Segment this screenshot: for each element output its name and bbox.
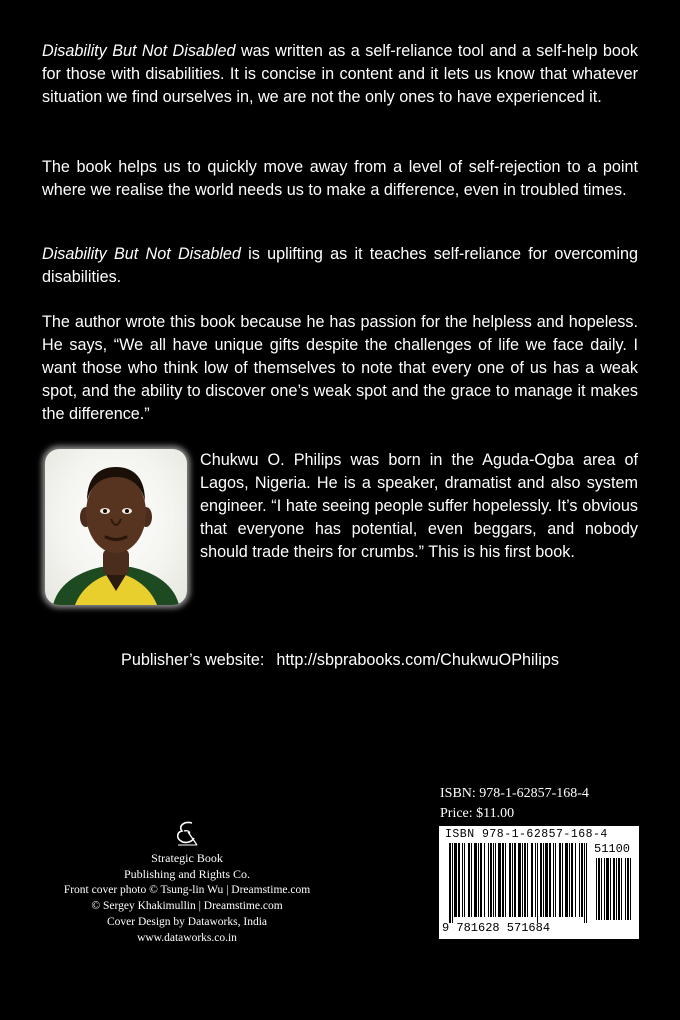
credit-line-1: Front cover photo © Tsung-lin Wu | Dreamstime.com	[63, 884, 311, 896]
credit-line-4[interactable]: www.dataworks.co.in	[137, 932, 237, 944]
isbn-text: ISBN: 978-1-62857-168-4	[440, 786, 589, 801]
credit-line-2: © Sergey Khakimullin | Dreamstime.com	[91, 900, 283, 912]
barcode-number: 9 781628 571684	[442, 921, 551, 935]
publisher-name-line-2: Publishing and Rights Co.	[123, 867, 251, 881]
barcode-addon-number: 51100	[594, 842, 631, 856]
author-bio: Chukwu O. Philips was born in the Aguda-Ogba area of Lagos, Nigeria. He is a speaker, dramatist and also system engineer. “I hate seeing people suffer hopelessly. It’s obvious that everyone has potential, even beggars, and nobody should trade theirs for crumbs.” This is his first book.	[200, 451, 638, 561]
publisher-name-line-1: Strategic Book	[151, 851, 223, 865]
publisher-block	[42, 818, 332, 946]
author-photo	[45, 449, 187, 605]
blurb-paragraph-2	[42, 156, 638, 202]
credit-line-3: Cover Design by Dataworks, India	[106, 916, 267, 928]
publisher-website	[0, 651, 680, 670]
blurb-text-2: The book helps us to quickly move away from a level of self-rejection to a point where we realise the world needs us to make a difference, even in troubled times.	[42, 158, 638, 199]
isbn-barcode	[439, 826, 639, 939]
book-title-italic: Disability But Not Disabled	[42, 42, 236, 60]
blurb-paragraph-1	[42, 40, 638, 109]
website-label: Publisher’s website:	[121, 651, 265, 669]
author-portrait-icon	[45, 449, 187, 605]
blurb-text-3: is uplifting as it teaches self-reliance for overcoming disabilities.	[42, 245, 638, 286]
blurb-paragraph-3	[42, 243, 638, 289]
price-text: Price: $11.00	[440, 806, 515, 821]
blurb-paragraph-4	[42, 311, 638, 426]
publisher-logo-icon	[172, 818, 202, 848]
blurb-text-4: The author wrote this book because he has passion for the helpless and hopeless. He says, “We all have unique gifts despite the challenges of life we face daily. I want those who think low of themselves to note that every one of us has a weak spot, and the ability to discover one’s weak spot and the grace to manage it makes the difference.”	[42, 313, 638, 423]
barcode-isbn-text: ISBN 978-1-62857-168-4	[445, 828, 608, 841]
blurb-text-1: was written as a self-reliance tool and a self-help book for those with disabilities. It is concise in content and it lets us know that whatever situation we find ourselves in, we are not the only ones to have experienced it.	[42, 42, 639, 106]
book-title-italic: Disability But Not Disabled	[42, 245, 241, 263]
isbn-price-block	[440, 784, 589, 824]
website-url[interactable]: http://sbprabooks.com/ChukwuOPhilips	[276, 651, 559, 669]
